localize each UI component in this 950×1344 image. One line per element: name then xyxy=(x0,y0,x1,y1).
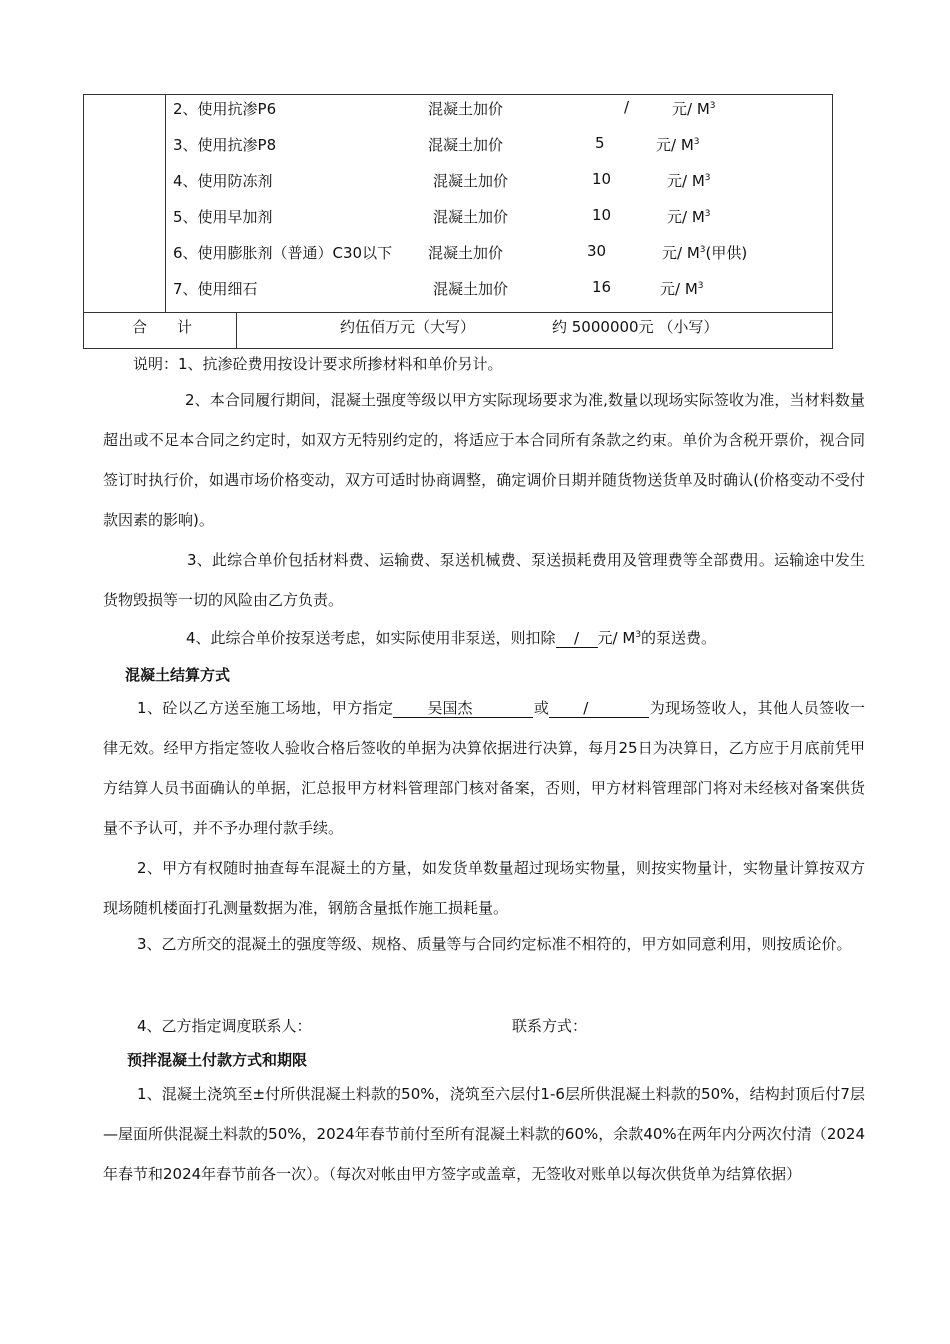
settlement-1 xyxy=(103,688,865,848)
unit-superscript: 3 xyxy=(693,137,700,147)
table-cell-price: 10 xyxy=(592,206,612,224)
table-cell-item: 5、使用早加剂 xyxy=(173,208,273,226)
table-divider xyxy=(165,94,166,313)
s3-text: 3、乙方所交的混凝土的强度等级、规格、质量等与合同约定标准不相符的，甲方如同意利用，则按质论价。 xyxy=(137,935,852,953)
unit-text: 元/ M xyxy=(667,208,705,226)
note-4-pre: 4、此综合单价按泵送考虑，如实际使用非泵送，则扣除 xyxy=(186,629,556,647)
unit-text: 元/ M xyxy=(662,244,700,262)
unit-superscript: 3 xyxy=(704,173,711,183)
settlement-4b: 联系方式： xyxy=(512,1017,588,1035)
unit-text: 元/ M xyxy=(660,280,698,298)
table-cell-item: 6、使用膨胀剂（普通）C30以下 xyxy=(173,244,393,262)
unit-text: 元/ M xyxy=(667,172,705,190)
table-divider xyxy=(83,312,833,313)
note-4-end: 的泵送费。 xyxy=(641,629,717,647)
table-cell-unit xyxy=(656,134,700,155)
pump-deduction-blank: / xyxy=(556,629,598,648)
unit-superscript: 3 xyxy=(709,101,716,111)
table-cell-unit xyxy=(660,278,704,299)
table-cell-price: 30 xyxy=(587,242,607,260)
signee-name-2: / xyxy=(549,699,649,718)
table-cell-unit xyxy=(667,206,711,227)
table-cell-desc: 混凝土加价 xyxy=(433,208,509,226)
table-cell-price: / xyxy=(624,98,630,116)
table-cell-desc: 混凝土加价 xyxy=(428,100,504,118)
s1-or: 或 xyxy=(533,699,550,717)
table-cell-unit xyxy=(672,98,716,119)
note-4-sup: 3 xyxy=(635,630,642,640)
total-label: 合 计 xyxy=(132,318,193,336)
s2-text: 2、甲方有权随时抽查每车混凝土的方量，如发货单数量超过现场实物量，则按实物量计，实物量计算按双方现场随机楼面打孔测量数据为准，钢筋含量抵作施工损耗量。 xyxy=(103,859,865,917)
note-4-unit: 元/ M xyxy=(597,629,636,647)
settlement-heading: 混凝土结算方式 xyxy=(125,666,231,684)
payment-heading: 预拌混凝土付款方式和期限 xyxy=(127,1051,308,1069)
settlement-2 xyxy=(103,848,865,928)
unit-text: 元/ M xyxy=(672,100,710,118)
table-cell-desc: 混凝土加价 xyxy=(428,244,504,262)
s1-pre: 1、砼以乙方送至施工场地，甲方指定 xyxy=(137,699,394,717)
unit-superscript: 3 xyxy=(699,245,706,255)
settlement-3 xyxy=(103,924,865,964)
note-2 xyxy=(103,380,865,540)
total-lower: 约 5000000元 （小写） xyxy=(552,318,719,336)
table-cell-desc: 混凝土加价 xyxy=(433,172,509,190)
unit-superscript: 3 xyxy=(697,281,704,291)
table-cell-price: 16 xyxy=(592,278,612,296)
payment-1 xyxy=(103,1074,865,1194)
unit-note: (甲供) xyxy=(705,244,748,262)
table-divider xyxy=(236,312,237,349)
total-upper: 约伍佰万元（大写） xyxy=(340,318,476,336)
note-3-text: 3、此综合单价包括材料费、运输费、泵送机械费、泵送损耗费用及管理费等全部费用。运输途中发生货物毁损等一切的风险由乙方负责。 xyxy=(103,551,865,609)
unit-text: 元/ M xyxy=(656,136,694,154)
table-cell-unit xyxy=(667,170,711,191)
signee-name: 吴国杰 xyxy=(393,699,533,718)
p1-text: 1、混凝土浇筑至±付所供混凝土料款的50%，浇筑至六层付1-6层所供混凝土料款的50%，结构封顶后付7层—屋面所供混凝土料款的50%，2024年春节前付至所有混凝土料款的60%，余款40%在两年内分两次付清（2024年春节和2024年春节前各一次）。（每次对帐由甲方签字或盖章，无签收对账单以每次供货单为结算依据） xyxy=(103,1085,865,1183)
note-2-text: 2、本合同履行期间，混凝土强度等级以甲方实际现场要求为准,数量以现场实际签收为准，当材料数量超出或不足本合同之约定时，如双方无特别约定的，将适应于本合同所有条款之约束。单价为含税开票价，视合同签订时执行价，如遇市场价格变动，双方可适时协商调整，确定调价日期并随货物送货单及时确认(价格变动不受付款因素的影响)。 xyxy=(103,391,865,529)
note-3 xyxy=(103,540,865,620)
table-cell-price: 10 xyxy=(592,170,612,188)
table-cell-desc: 混凝土加价 xyxy=(428,136,504,154)
table-cell-item: 3、使用抗渗P8 xyxy=(173,136,277,154)
table-cell-item: 2、使用抗渗P6 xyxy=(173,100,277,118)
unit-superscript: 3 xyxy=(704,209,711,219)
settlement-4a: 4、乙方指定调度联系人： xyxy=(137,1017,312,1035)
table-cell-price: 5 xyxy=(595,134,605,152)
table-cell-item: 4、使用防冻剂 xyxy=(173,172,273,190)
table-cell-unit xyxy=(662,242,747,263)
table-cell-desc: 混凝土加价 xyxy=(433,280,509,298)
s1-rest: 为现场签收人，其他人员签收一律无效。经甲方指定签收人验收合格后签收的单据为决算依据进行决算，每月25日为决算日，乙方应于月底前凭甲方结算人员书面确认的单据，汇总报甲方材料管理部门核对备案，否则，甲方材料管理部门将对未经核对备案供货量不予认可，并不予办理付款手续。 xyxy=(103,699,865,837)
note-1: 说明：1、抗渗砼费用按设计要求所掺材料和单价另计。 xyxy=(133,355,503,373)
table-cell-item: 7、使用细石 xyxy=(173,280,258,298)
note-4 xyxy=(186,627,716,648)
